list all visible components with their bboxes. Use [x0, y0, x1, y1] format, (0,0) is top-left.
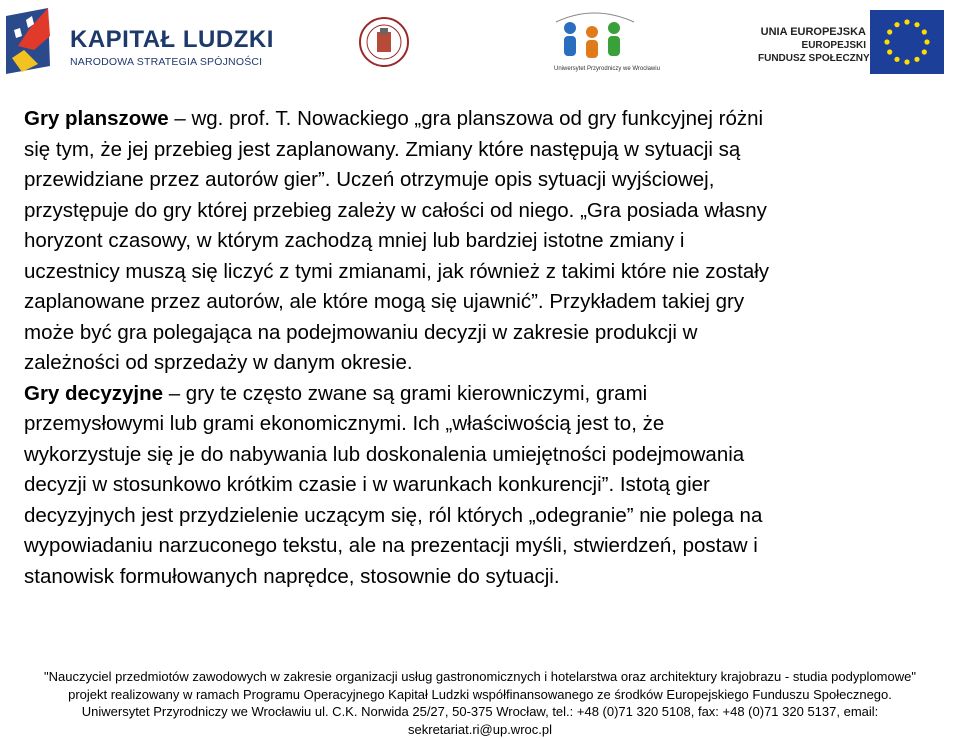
eu-star: [894, 57, 899, 62]
nauczyciel-caption: Uniwersytet Przyrodniczy we Wrocławiu: [554, 66, 660, 72]
eu-star: [904, 19, 909, 24]
text-line: przemysłowymi lub grami ekonomicznymi. Ich „właściwością jest to, że: [24, 412, 665, 435]
footer: [0, 668, 960, 738]
eu-star: [922, 49, 927, 54]
text-line: wypowiadaniu narzuconego tekstu, ale na prezentacji myśli, stwierdzeń, postaw i: [24, 534, 758, 557]
footer-line-3: Uniwersytet Przyrodniczy we Wrocławiu ul. C.K. Norwida 25/27, 50-375 Wrocław, tel.: +48 (0)71 320 5108, fax: +48 (0)71 320 5137, email:: [81, 704, 879, 719]
eu-text: [758, 26, 870, 64]
nauczyciel-figures-icon: [548, 8, 640, 64]
text-line: się tym, że jej przebieg jest zaplanowany. Zmiany które następują w sytuacji są: [24, 137, 741, 161]
kapital-ludzki-title: KAPITAŁ LUDZKI: [70, 26, 274, 53]
text-line: przewidziane przez autorów gier”. Uczeń otrzymuje opis sytuacji wyjściowej,: [24, 168, 715, 191]
text-line: zależności od sprzedaży w danym okresie.: [24, 351, 413, 374]
eu-star: [904, 59, 909, 64]
main-text: [24, 104, 954, 592]
text-line: stanowisk formułowanych naprędce, stosownie do sytuacji.: [24, 564, 560, 588]
eu-star: [924, 39, 929, 44]
eu-line-3: FUNDUSZ SPOŁECZNY: [758, 53, 870, 64]
eu-star: [914, 22, 919, 27]
footer-line-1: "Nauczyciel przedmiotów zawodowych w zakresie organizacji usług gastronomicznych i hotelarstwa oraz architektury krajobrazu - studia podyplomowe": [44, 669, 916, 684]
eu-star: [914, 57, 919, 62]
text-line: może być gra polegająca na podejmowaniu decyzji w zakresie produkcji w: [24, 320, 698, 344]
text-line: Gry decyzyjne – gry te często zwane są grami kierowniczymi, grami: [24, 381, 648, 405]
eu-line-2: EUROPEJSKI: [801, 40, 866, 51]
eu-flag-icon: [870, 10, 944, 74]
text-line: decyzyjnych jest przydzielenie uczącym się, ról których „odegranie” nie polega na: [24, 503, 763, 527]
text-line: wykorzystuje się je do nabywania lub doskonalenia umiejętności podejmowania: [24, 442, 745, 466]
eu-star: [922, 29, 927, 34]
kapital-ludzki-flag-icon: [4, 6, 64, 78]
header-logos: [0, 0, 960, 86]
footer-line-2: projekt realizowany w ramach Programu Operacyjnego Kapitał Ludzki współfinansowanego ze środków Europejskiego Funduszu Społecznego.: [68, 686, 892, 702]
eu-line-1: UNIA EUROPEJSKA: [760, 26, 866, 38]
text-line: Gry planszowe – wg. prof. T. Nowackiego „gra planszowa od gry funkcyjnej różni: [24, 107, 764, 130]
term-gry-planszowe: Gry planszowe: [24, 107, 169, 130]
eu-star: [894, 22, 899, 27]
footer-email: sekretariat.ri@up.wroc.pl: [408, 721, 552, 737]
nauczyciel-logo: [548, 8, 660, 78]
kapital-ludzki-subtitle: NARODOWA STRATEGIA SPÓJNOŚCI: [70, 56, 263, 68]
eu-star: [887, 29, 892, 34]
term-gry-decyzyjne: Gry decyzyjne: [24, 381, 164, 405]
eu-star: [887, 49, 892, 54]
text-line: horyzont czasowy, w którym zachodzą mniej lub bardziej istotne zmiany i: [24, 229, 685, 252]
eu-star: [884, 39, 889, 44]
text-line: zaplanowane przez autorów, ale które mogą się ujawnić”. Przykładem takiej gry: [24, 290, 745, 313]
text-line: decyzji w stosunkowo krótkim czasie i w warunkach konkurencji”. Istotą gier: [24, 473, 710, 496]
eu-logo: [750, 6, 950, 82]
kapital-ludzki-logo: [4, 6, 274, 78]
text-line: uczestnicy muszą się liczyć z tymi zmianami, jak również z takimi które nie zostały: [24, 259, 770, 283]
university-seal-logo: [358, 16, 410, 68]
text-line: przystępuje do gry której przebieg zależy w całości od niego. „Gra posiada własny: [24, 198, 767, 222]
